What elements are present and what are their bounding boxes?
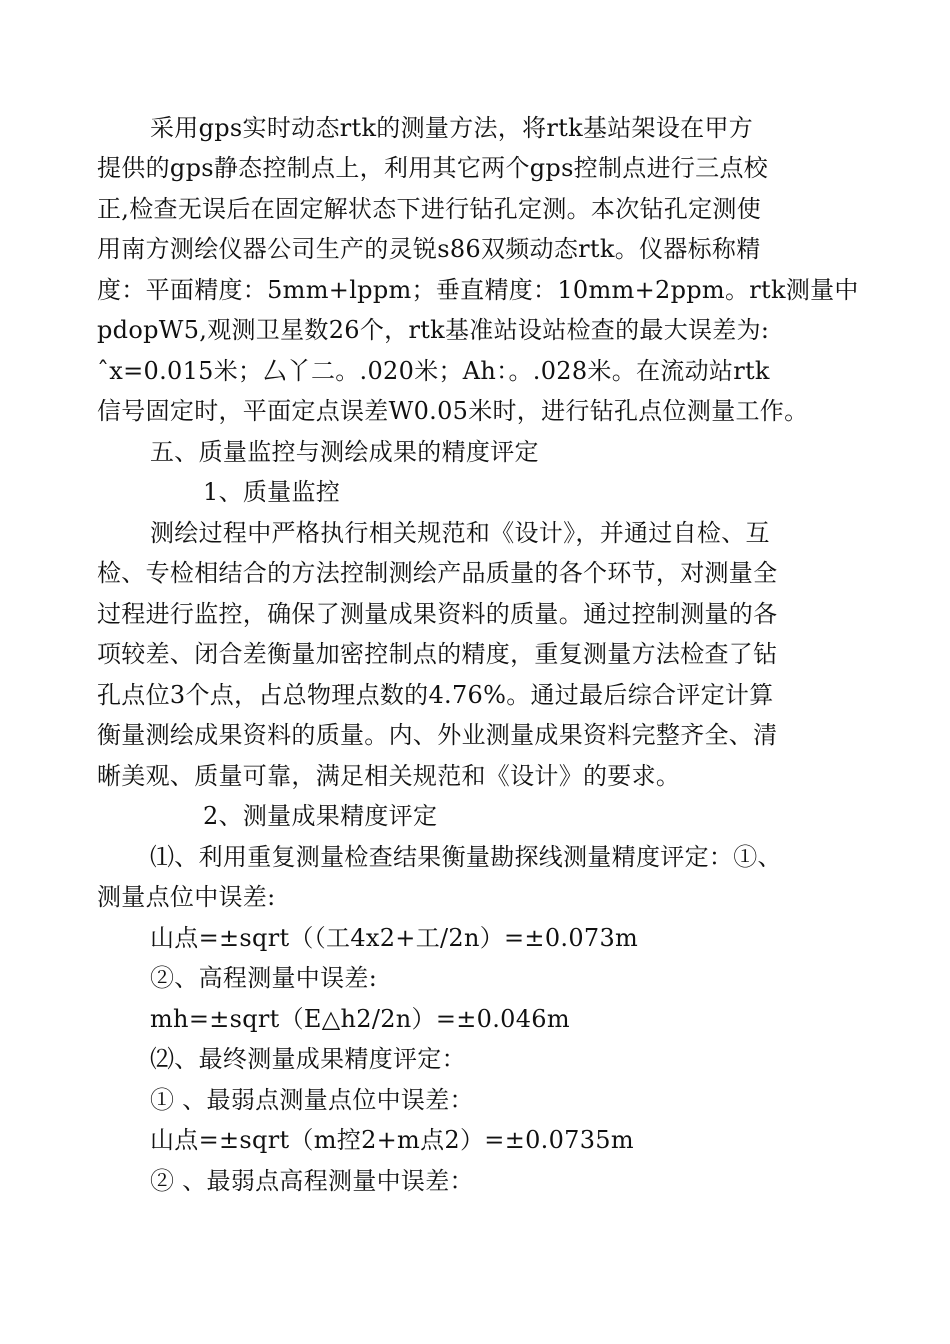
text-line: 项较差、闭合差衡量加密控制点的精度，重复测量方法检查了钻 <box>97 640 778 668</box>
text-line: 提供的gps静态控制点上，利用其它两个gps控制点进行三点校 <box>97 154 769 182</box>
text-line: ⑵、最终测量成果精度评定： <box>150 1045 466 1073</box>
text-line: ˆx=0.015米；厶丫二。.020米；Ah：。.028米。在流动站rtk <box>97 357 770 385</box>
text-line: 晰美观、质量可靠，满足相关规范和《设计》的要求。 <box>97 762 681 790</box>
subsection-heading: 1、质量监控 <box>203 478 341 506</box>
text-line: 度：平面精度：5mm+lppm；垂直精度：10mm+2ppm。rtk测量中 <box>97 276 859 304</box>
text-line: 用南方测绘仪器公司生产的灵锐s86双频动态rtk。仪器标称精 <box>97 235 761 263</box>
formula-line: 山点=±sqrt（（工4x2+工/2n）=±0.073m <box>150 924 639 952</box>
section-heading: 五、质量监控与测绘成果的精度评定 <box>150 438 539 466</box>
text-line: 信号固定时，平面定点误差W0.05米时，进行钻孔点位测量工作。 <box>97 397 809 425</box>
text-line: pdopW5,观测卫星数26个，rtk基准站设站检查的最大误差为: <box>97 316 770 344</box>
text-line: 测绘过程中严格执行相关规范和《设计》，并通过自检、互 <box>150 519 770 547</box>
text-line: 孔点位3个点，占总物理点数的4.76%。通过最后综合评定计算 <box>97 681 774 709</box>
subsection-heading: 2、测量成果精度评定 <box>203 802 438 830</box>
text-line: 检、专检相结合的方法控制测绘产品质量的各个环节，对测量全 <box>97 559 778 587</box>
text-line: ②、高程测量中误差: <box>150 964 378 992</box>
text-line: 采用gps实时动态rtk的测量方法，将rtk基站架设在甲方 <box>150 114 754 142</box>
text-line: ⑴、利用重复测量检查结果衡量勘探线测量精度评定：①、 <box>150 843 782 871</box>
formula-line: mh=±sqrt（E△h2/2n）=±0.046m <box>150 1005 570 1033</box>
text-line: 过程进行监控，确保了测量成果资料的质量。通过控制测量的各 <box>97 600 778 628</box>
text-line: ① 、最弱点测量点位中误差： <box>150 1086 474 1114</box>
text-line: 正,检查无误后在固定解状态下进行钻孔定测。本次钻孔定测使 <box>97 195 762 223</box>
text-line: ② 、最弱点高程测量中误差： <box>150 1167 474 1195</box>
text-line: 衡量测绘成果资料的质量。内、外业测量成果资料完整齐全、清 <box>97 721 778 749</box>
text-line: 测量点位中误差: <box>97 883 276 911</box>
formula-line: 山点=±sqrt（m控2+m点2）=±0.0735m <box>150 1126 634 1154</box>
